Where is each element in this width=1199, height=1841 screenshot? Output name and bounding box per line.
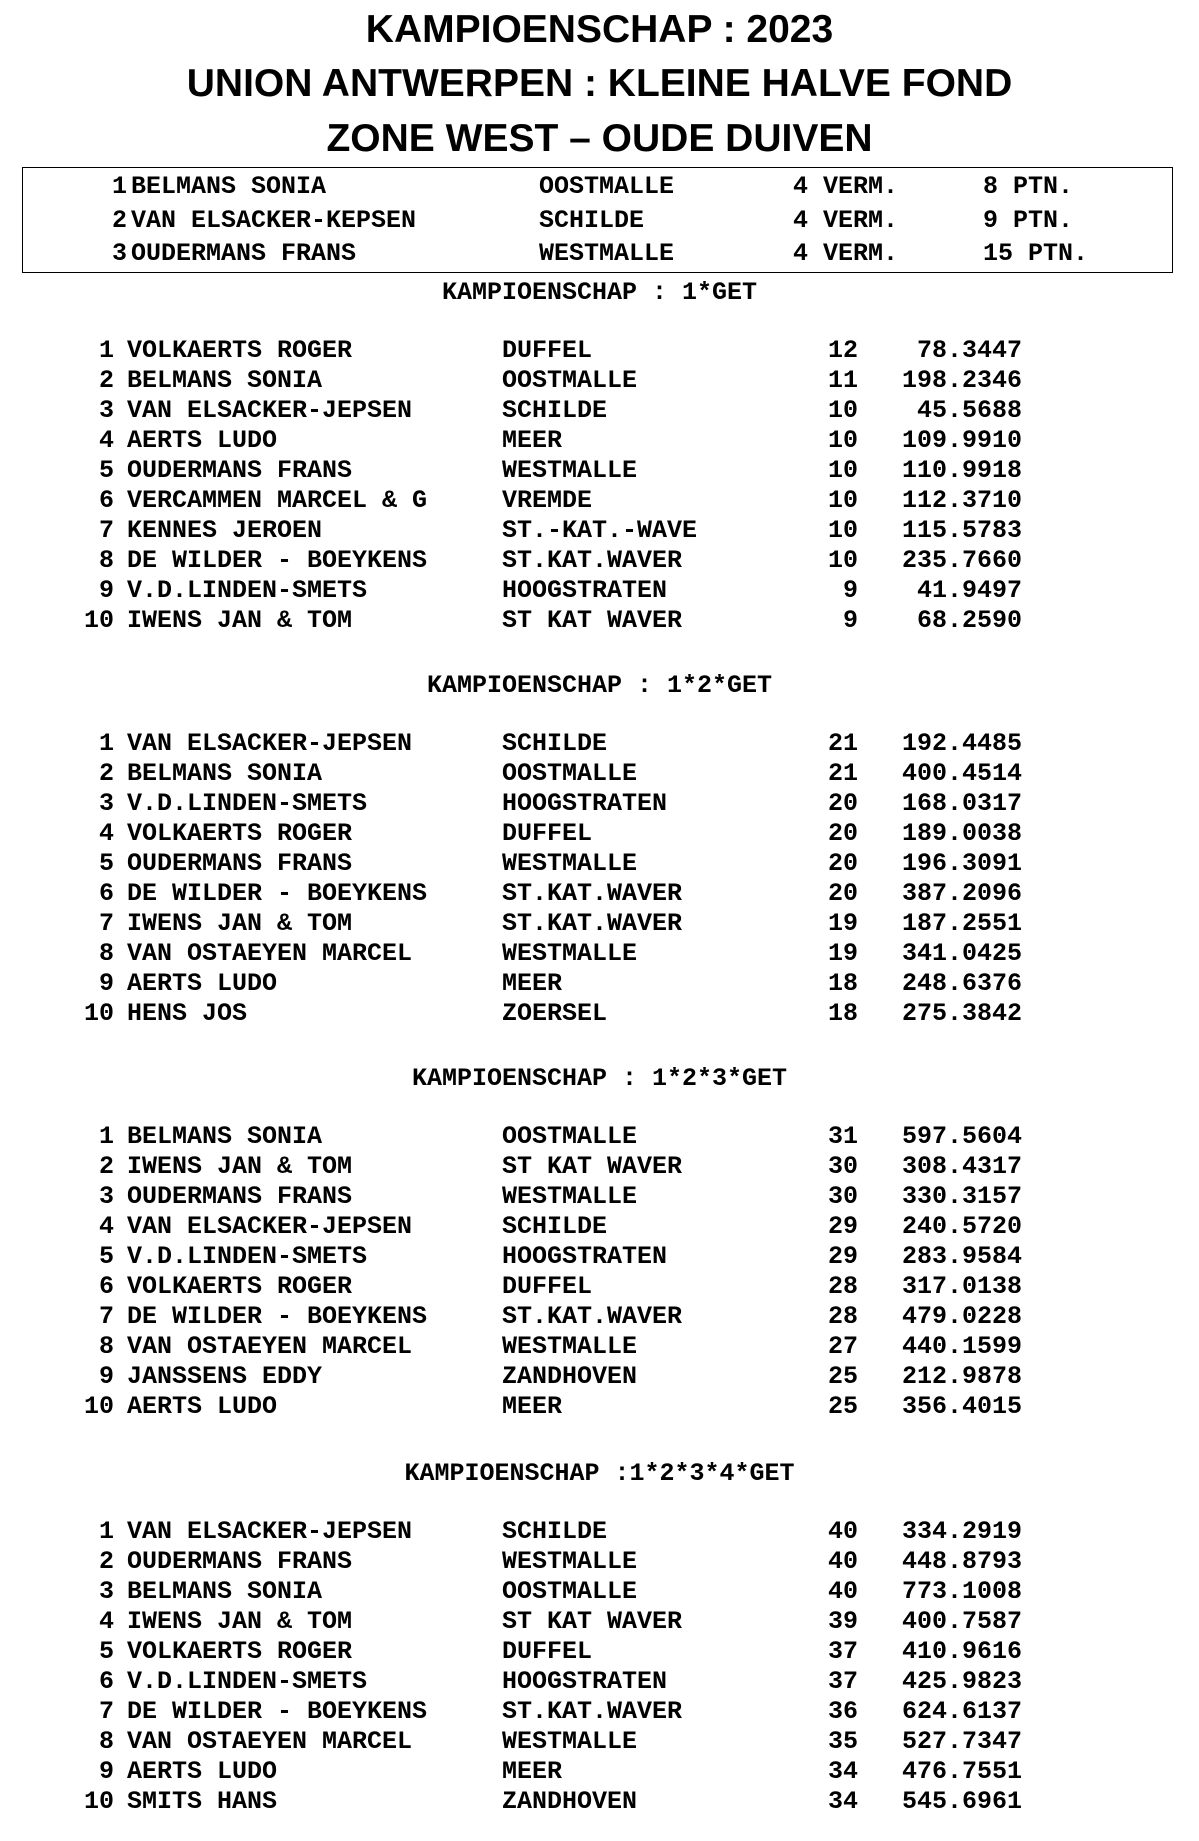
club-name: MEER [502, 1757, 563, 1786]
document-subtitle: UNION ANTWERPEN : KLEINE HALVE FOND [186, 62, 1013, 105]
score-value: 317.0138 [901, 1272, 1022, 1301]
ranking-row [0, 1122, 1199, 1152]
section-title: KAMPIOENSCHAP : 1*2*3*GET [411, 1064, 788, 1093]
club-name: WESTMALLE [502, 1332, 638, 1361]
club-name: SCHILDE [502, 729, 608, 758]
club-name: ST.KAT.WAVER [502, 879, 683, 908]
rank-position: 10 [83, 1787, 114, 1816]
score-value: 196.3091 [901, 849, 1022, 878]
fancier-name: VOLKAERTS ROGER [127, 819, 353, 848]
score-value: 168.0317 [901, 789, 1022, 818]
ranking-row [0, 849, 1199, 879]
rank-position: 3 [98, 1182, 114, 1211]
rank-position: 4 [98, 426, 114, 455]
ranking-row [0, 1182, 1199, 1212]
rank-position: 7 [98, 909, 114, 938]
summary-points: 15 PTN. [983, 239, 1089, 268]
club-name: MEER [502, 1392, 563, 1421]
score-value: 387.2096 [901, 879, 1022, 908]
ranking-row [0, 1242, 1199, 1272]
club-name: OOSTMALLE [502, 366, 638, 395]
prize-count: 9 [842, 576, 858, 605]
ranking-row [0, 939, 1199, 969]
ranking-row [0, 1392, 1199, 1422]
rank-position: 1 [98, 1122, 114, 1151]
club-name: WESTMALLE [502, 1182, 638, 1211]
club-name: ZANDHOVEN [502, 1787, 638, 1816]
prize-count: 40 [827, 1547, 858, 1576]
ranking-row [0, 606, 1199, 636]
score-value: 308.4317 [901, 1152, 1022, 1181]
fancier-name: VAN OSTAEYEN MARCEL [127, 939, 413, 968]
ranking-row [0, 1637, 1199, 1667]
summary-row [23, 204, 1172, 237]
score-value: 330.3157 [901, 1182, 1022, 1211]
club-name: WESTMALLE [502, 456, 638, 485]
prize-count: 28 [827, 1272, 858, 1301]
summary-row [23, 237, 1172, 270]
prize-count: 25 [827, 1392, 858, 1421]
club-name: SCHILDE [502, 1212, 608, 1241]
club-name: SCHILDE [502, 1517, 608, 1546]
summary-points: 8 PTN. [983, 172, 1074, 201]
fancier-name: VOLKAERTS ROGER [127, 1272, 353, 1301]
fancier-name: V.D.LINDEN-SMETS [127, 1242, 368, 1271]
fancier-name: DE WILDER - BOEYKENS [127, 879, 428, 908]
club-name: DUFFEL [502, 336, 593, 365]
fancier-name: DE WILDER - BOEYKENS [127, 1302, 428, 1331]
rank-position: 8 [98, 939, 114, 968]
prize-count: 31 [827, 1122, 858, 1151]
club-name: ST KAT WAVER [502, 1152, 683, 1181]
overall-summary-box [22, 167, 1173, 273]
rank-position: 4 [98, 1212, 114, 1241]
rank-position: 1 [98, 1517, 114, 1546]
score-value: 115.5783 [901, 516, 1022, 545]
score-value: 189.0038 [901, 819, 1022, 848]
ranking-row [0, 1787, 1199, 1817]
rank-position: 8 [98, 1727, 114, 1756]
fancier-name: IWENS JAN & TOM [127, 909, 353, 938]
summary-rank: 2 [111, 206, 127, 235]
score-value: 400.7587 [901, 1607, 1022, 1636]
prize-count: 12 [827, 336, 858, 365]
fancier-name: VOLKAERTS ROGER [127, 1637, 353, 1666]
prize-count: 19 [827, 939, 858, 968]
ranking-row [0, 1757, 1199, 1787]
section-title: KAMPIOENSCHAP :1*2*3*4*GET [404, 1459, 795, 1488]
club-name: HOOGSTRATEN [502, 1242, 668, 1271]
fancier-name: AERTS LUDO [127, 969, 278, 998]
club-name: ZANDHOVEN [502, 1362, 638, 1391]
club-name: SCHILDE [502, 396, 608, 425]
summary-name: VAN ELSACKER-KEPSEN [131, 206, 417, 235]
summary-name: OUDERMANS FRANS [131, 239, 357, 268]
rank-position: 10 [83, 999, 114, 1028]
club-name: VREMDE [502, 486, 593, 515]
fancier-name: BELMANS SONIA [127, 759, 323, 788]
prize-count: 35 [827, 1727, 858, 1756]
summary-name: BELMANS SONIA [131, 172, 327, 201]
summary-verm: 4 VERM. [793, 172, 899, 201]
ranking-row [0, 1517, 1199, 1547]
prize-count: 10 [827, 486, 858, 515]
rank-position: 2 [98, 759, 114, 788]
ranking-row [0, 729, 1199, 759]
rank-position: 6 [98, 486, 114, 515]
rank-position: 6 [98, 1667, 114, 1696]
ranking-row [0, 396, 1199, 426]
fancier-name: OUDERMANS FRANS [127, 1182, 353, 1211]
rank-position: 3 [98, 1577, 114, 1606]
rank-position: 9 [98, 1757, 114, 1786]
prize-count: 10 [827, 546, 858, 575]
score-value: 440.1599 [901, 1332, 1022, 1361]
prize-count: 9 [842, 606, 858, 635]
club-name: ST.KAT.WAVER [502, 1302, 683, 1331]
prize-count: 29 [827, 1212, 858, 1241]
prize-count: 21 [827, 759, 858, 788]
prize-count: 30 [827, 1152, 858, 1181]
fancier-name: VAN OSTAEYEN MARCEL [127, 1332, 413, 1361]
score-value: 334.2919 [901, 1517, 1022, 1546]
club-name: OOSTMALLE [502, 759, 638, 788]
prize-count: 20 [827, 789, 858, 818]
summary-rank: 1 [111, 172, 127, 201]
summary-club: OOSTMALLE [539, 172, 675, 201]
prize-count: 28 [827, 1302, 858, 1331]
score-value: 624.6137 [901, 1697, 1022, 1726]
rank-position: 8 [98, 1332, 114, 1361]
document-title: KAMPIOENSCHAP : 2023 [365, 8, 834, 51]
summary-club: SCHILDE [539, 206, 645, 235]
score-value: 773.1008 [901, 1577, 1022, 1606]
score-value: 248.6376 [901, 969, 1022, 998]
rank-position: 6 [98, 879, 114, 908]
fancier-name: VAN ELSACKER-JEPSEN [127, 1517, 413, 1546]
ranking-row [0, 1547, 1199, 1577]
ranking-row [0, 999, 1199, 1029]
ranking-row [0, 366, 1199, 396]
fancier-name: VERCAMMEN MARCEL & G [127, 486, 428, 515]
score-value: 275.3842 [901, 999, 1022, 1028]
score-value: 78.3447 [916, 336, 1022, 365]
prize-count: 19 [827, 909, 858, 938]
rank-position: 2 [98, 1152, 114, 1181]
club-name: DUFFEL [502, 1637, 593, 1666]
score-value: 283.9584 [901, 1242, 1022, 1271]
score-value: 192.4485 [901, 729, 1022, 758]
rank-position: 9 [98, 576, 114, 605]
prize-count: 11 [827, 366, 858, 395]
score-value: 110.9918 [901, 456, 1022, 485]
fancier-name: OUDERMANS FRANS [127, 456, 353, 485]
score-value: 68.2590 [916, 606, 1022, 635]
fancier-name: BELMANS SONIA [127, 1122, 323, 1151]
summary-verm: 4 VERM. [793, 239, 899, 268]
rank-position: 5 [98, 849, 114, 878]
rank-position: 1 [98, 336, 114, 365]
ranking-row [0, 759, 1199, 789]
club-name: ST.KAT.WAVER [502, 909, 683, 938]
prize-count: 36 [827, 1697, 858, 1726]
section-title: KAMPIOENSCHAP : 1*2*GET [426, 671, 773, 700]
score-value: 187.2551 [901, 909, 1022, 938]
prize-count: 20 [827, 849, 858, 878]
club-name: OOSTMALLE [502, 1577, 638, 1606]
document-zone-title: ZONE WEST – OUDE DUIVEN [326, 117, 873, 160]
fancier-name: VAN ELSACKER-JEPSEN [127, 729, 413, 758]
fancier-name: V.D.LINDEN-SMETS [127, 1667, 368, 1696]
prize-count: 34 [827, 1757, 858, 1786]
rank-position: 9 [98, 969, 114, 998]
club-name: ZOERSEL [502, 999, 608, 1028]
prize-count: 10 [827, 516, 858, 545]
score-value: 425.9823 [901, 1667, 1022, 1696]
fancier-name: BELMANS SONIA [127, 366, 323, 395]
club-name: DUFFEL [502, 1272, 593, 1301]
ranking-row [0, 456, 1199, 486]
rank-position: 5 [98, 456, 114, 485]
rank-position: 3 [98, 789, 114, 818]
club-name: DUFFEL [502, 819, 593, 848]
fancier-name: VAN OSTAEYEN MARCEL [127, 1727, 413, 1756]
ranking-row [0, 486, 1199, 516]
fancier-name: VAN ELSACKER-JEPSEN [127, 396, 413, 425]
summary-points: 9 PTN. [983, 206, 1074, 235]
club-name: OOSTMALLE [502, 1122, 638, 1151]
club-name: WESTMALLE [502, 1727, 638, 1756]
fancier-name: VAN ELSACKER-JEPSEN [127, 1212, 413, 1241]
club-name: WESTMALLE [502, 1547, 638, 1576]
score-value: 341.0425 [901, 939, 1022, 968]
rank-position: 7 [98, 516, 114, 545]
fancier-name: OUDERMANS FRANS [127, 849, 353, 878]
score-value: 212.9878 [901, 1362, 1022, 1391]
rank-position: 8 [98, 546, 114, 575]
prize-count: 29 [827, 1242, 858, 1271]
fancier-name: AERTS LUDO [127, 1392, 278, 1421]
ranking-row [0, 969, 1199, 999]
fancier-name: OUDERMANS FRANS [127, 1547, 353, 1576]
prize-count: 21 [827, 729, 858, 758]
fancier-name: DE WILDER - BOEYKENS [127, 1697, 428, 1726]
prize-count: 10 [827, 396, 858, 425]
fancier-name: AERTS LUDO [127, 1757, 278, 1786]
fancier-name: DE WILDER - BOEYKENS [127, 546, 428, 575]
prize-count: 37 [827, 1667, 858, 1696]
ranking-row [0, 1272, 1199, 1302]
ranking-row [0, 819, 1199, 849]
score-value: 597.5604 [901, 1122, 1022, 1151]
summary-rank: 3 [111, 239, 127, 268]
score-value: 479.0228 [901, 1302, 1022, 1331]
club-name: WESTMALLE [502, 939, 638, 968]
prize-count: 25 [827, 1362, 858, 1391]
ranking-row [0, 336, 1199, 366]
prize-count: 10 [827, 456, 858, 485]
club-name: HOOGSTRATEN [502, 789, 668, 818]
fancier-name: AERTS LUDO [127, 426, 278, 455]
summary-row [23, 170, 1172, 203]
score-value: 545.6961 [901, 1787, 1022, 1816]
ranking-row [0, 1727, 1199, 1757]
prize-count: 27 [827, 1332, 858, 1361]
club-name: ST KAT WAVER [502, 606, 683, 635]
score-value: 45.5688 [916, 396, 1022, 425]
rank-position: 10 [83, 606, 114, 635]
club-name: WESTMALLE [502, 849, 638, 878]
fancier-name: IWENS JAN & TOM [127, 606, 353, 635]
rank-position: 2 [98, 1547, 114, 1576]
prize-count: 40 [827, 1517, 858, 1546]
prize-count: 39 [827, 1607, 858, 1636]
score-value: 235.7660 [901, 546, 1022, 575]
club-name: ST.KAT.WAVER [502, 546, 683, 575]
score-value: 240.5720 [901, 1212, 1022, 1241]
rank-position: 1 [98, 729, 114, 758]
score-value: 476.7551 [901, 1757, 1022, 1786]
rank-position: 4 [98, 819, 114, 848]
score-value: 448.8793 [901, 1547, 1022, 1576]
ranking-row [0, 1697, 1199, 1727]
score-value: 109.9910 [901, 426, 1022, 455]
fancier-name: V.D.LINDEN-SMETS [127, 789, 368, 818]
prize-count: 40 [827, 1577, 858, 1606]
rank-position: 6 [98, 1272, 114, 1301]
ranking-row [0, 1577, 1199, 1607]
ranking-row [0, 1667, 1199, 1697]
prize-count: 10 [827, 426, 858, 455]
rank-position: 7 [98, 1697, 114, 1726]
fancier-name: IWENS JAN & TOM [127, 1607, 353, 1636]
prize-count: 20 [827, 879, 858, 908]
ranking-row [0, 426, 1199, 456]
ranking-row [0, 1302, 1199, 1332]
prize-count: 34 [827, 1787, 858, 1816]
prize-count: 20 [827, 819, 858, 848]
ranking-row [0, 1152, 1199, 1182]
rank-position: 7 [98, 1302, 114, 1331]
score-value: 527.7347 [901, 1727, 1022, 1756]
club-name: ST.-KAT.-WAVE [502, 516, 698, 545]
prize-count: 30 [827, 1182, 858, 1211]
club-name: HOOGSTRATEN [502, 1667, 668, 1696]
club-name: ST KAT WAVER [502, 1607, 683, 1636]
score-value: 41.9497 [916, 576, 1022, 605]
summary-club: WESTMALLE [539, 239, 675, 268]
score-value: 112.3710 [901, 486, 1022, 515]
summary-verm: 4 VERM. [793, 206, 899, 235]
score-value: 400.4514 [901, 759, 1022, 788]
fancier-name: SMITS HANS [127, 1787, 278, 1816]
ranking-row [0, 576, 1199, 606]
rank-position: 3 [98, 396, 114, 425]
fancier-name: HENS JOS [127, 999, 248, 1028]
rank-position: 10 [83, 1392, 114, 1421]
ranking-row [0, 879, 1199, 909]
score-value: 198.2346 [901, 366, 1022, 395]
score-value: 410.9616 [901, 1637, 1022, 1666]
club-name: MEER [502, 426, 563, 455]
ranking-row [0, 516, 1199, 546]
section-title: KAMPIOENSCHAP : 1*GET [441, 278, 758, 307]
ranking-row [0, 1362, 1199, 1392]
ranking-row [0, 789, 1199, 819]
prize-count: 18 [827, 999, 858, 1028]
ranking-row [0, 546, 1199, 576]
ranking-row [0, 1607, 1199, 1637]
prize-count: 37 [827, 1637, 858, 1666]
fancier-name: VOLKAERTS ROGER [127, 336, 353, 365]
rank-position: 5 [98, 1242, 114, 1271]
rank-position: 5 [98, 1637, 114, 1666]
fancier-name: BELMANS SONIA [127, 1577, 323, 1606]
rank-position: 9 [98, 1362, 114, 1391]
ranking-row [0, 1332, 1199, 1362]
club-name: ST.KAT.WAVER [502, 1697, 683, 1726]
prize-count: 18 [827, 969, 858, 998]
club-name: MEER [502, 969, 563, 998]
rank-position: 2 [98, 366, 114, 395]
fancier-name: V.D.LINDEN-SMETS [127, 576, 368, 605]
fancier-name: IWENS JAN & TOM [127, 1152, 353, 1181]
fancier-name: KENNES JEROEN [127, 516, 323, 545]
fancier-name: JANSSENS EDDY [127, 1362, 323, 1391]
club-name: HOOGSTRATEN [502, 576, 668, 605]
ranking-row [0, 909, 1199, 939]
ranking-row [0, 1212, 1199, 1242]
rank-position: 4 [98, 1607, 114, 1636]
score-value: 356.4015 [901, 1392, 1022, 1421]
